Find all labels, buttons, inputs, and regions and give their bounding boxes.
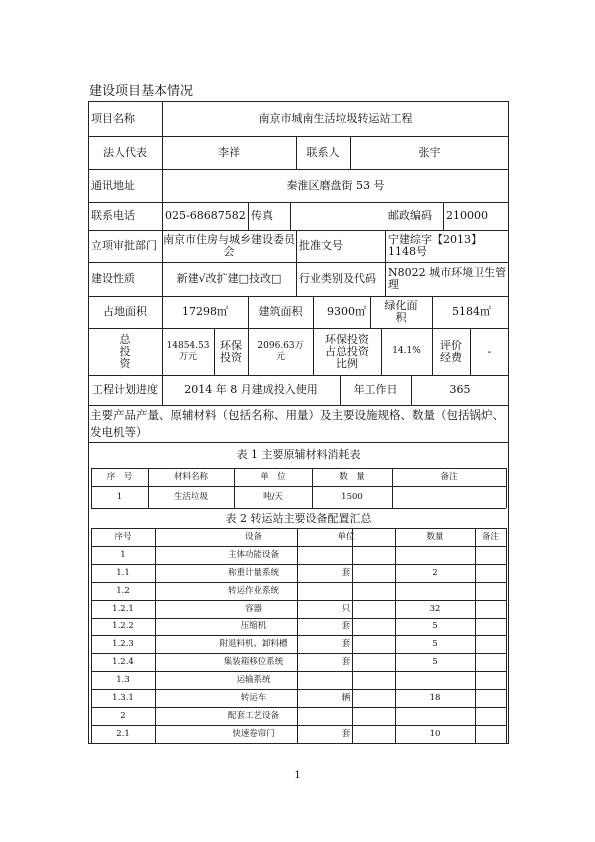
table2-cell: 5 (432, 657, 438, 668)
table2-cell (475, 689, 506, 707)
table2-cell: 10 (429, 728, 441, 739)
industry-value: N8022 城市环境卫生管理 (388, 266, 507, 291)
table2-cell: 1.2 (116, 585, 130, 596)
industry-label: 行业类别及代码 (299, 272, 376, 285)
row-divider (88, 442, 509, 443)
table2-cell: 转运车 (240, 693, 267, 704)
table2-cell: 称重计量系统 (227, 567, 279, 578)
eval-fee-label: 评价经费 (440, 338, 462, 364)
contact-label: 联系人 (306, 145, 340, 159)
table1-cell: 1 (116, 492, 123, 502)
postcode-value: 210000 (446, 209, 488, 222)
table2-cell (395, 582, 475, 600)
approval-dept-label: 立项审批部门 (91, 239, 157, 252)
table2-cell (475, 618, 506, 636)
address-value: 秦淮区磨盘街 53 号 (286, 178, 385, 192)
workdays-label: 年工作日 (353, 383, 398, 396)
nature-value: 新建√改扩建□技改□ (176, 272, 282, 285)
table2-cell (395, 671, 475, 689)
table2-cell: 1.2.3 (112, 639, 134, 650)
approval-dept-value: 南京市住房与城乡建设委员会 (163, 233, 295, 258)
table1-header-cell: 单 位 (260, 472, 286, 482)
table2-cell: 容器 (244, 603, 262, 614)
contact-value: 张宇 (418, 145, 441, 159)
build-area-label: 建筑面积 (258, 305, 303, 318)
table2-header-cell: 单位 (337, 531, 355, 542)
table2-cell (475, 707, 506, 725)
postcode-label: 邮政编码 (388, 209, 432, 222)
env-ratio-label: 环保投资占总投资比例 (325, 332, 369, 370)
env-ratio-value: 14.1% (392, 346, 421, 356)
nature-label: 建设性质 (91, 272, 135, 285)
env-invest-label: 环保投资 (220, 338, 242, 364)
table2-cell: 套 (341, 728, 351, 739)
table2-cell: 2.1 (116, 728, 130, 739)
table1-header-cell: 数 量 (339, 472, 365, 482)
total-invest-label: 总投资 (119, 332, 131, 370)
table2-cell: 1.1 (116, 567, 130, 578)
phone-value: 025-68687582 (165, 209, 246, 222)
table2-cell (395, 707, 475, 725)
fax-value (290, 202, 385, 230)
table2-cell: 只 (341, 603, 351, 614)
table1-header-cell: 序 号 (106, 472, 133, 482)
table1-cell: 1500 (341, 492, 363, 502)
approval-no-label: 批准文号 (299, 239, 343, 252)
env-invest-value: 2096.63万元 (257, 340, 304, 362)
table2-cell: 附退料机、卸料槽 (219, 639, 288, 650)
products-note: 主要产品产量、原辅材料（包括名称、用量）及主要设施规格、数量（包括锅炉、发电机等） (90, 407, 504, 439)
table2-cell (297, 546, 395, 564)
address-label: 通讯地址 (91, 178, 135, 192)
table2-cell (475, 653, 506, 671)
table2-cell: 1.2.1 (112, 603, 134, 614)
table2-cell (297, 582, 395, 600)
table2-border (506, 528, 507, 743)
table1-title: 表 1 主要原辅材料消耗表 (236, 448, 361, 461)
eval-fee-value: - (487, 344, 492, 358)
workdays-value: 365 (449, 383, 471, 396)
table2-cell: 1.2.2 (112, 621, 134, 632)
table2-cell: 18 (429, 693, 441, 704)
table1-border (506, 468, 507, 508)
approval-no-value: 宁建综字【2013】1148号 (388, 233, 482, 258)
table2-cell (395, 546, 475, 564)
legal-rep-label: 法人代表 (103, 145, 147, 159)
land-area-label: 占地面积 (103, 305, 147, 318)
table2-cell: 1.2.4 (112, 657, 134, 668)
table2-cell (475, 582, 506, 600)
table2-cell: 1.3.1 (112, 693, 134, 704)
table2-cell: 运输系统 (236, 675, 271, 686)
table2-cell (297, 707, 395, 725)
table2-cell: 1.3 (116, 675, 130, 686)
total-invest-value: 14854.53万元 (166, 340, 210, 362)
table1-header-cell: 备注 (440, 472, 458, 482)
green-area-label: 绿化面积 (384, 299, 418, 324)
project-name-label: 项目名称 (91, 111, 135, 125)
table2-cell (297, 671, 395, 689)
table2-cell: 主体功能设备 (227, 549, 279, 560)
table2-cell: 压缩机 (240, 621, 267, 632)
table2-title: 表 2 转运站主要设备配置汇总 (225, 511, 372, 525)
table2-cell: 5 (432, 639, 438, 650)
project-name-value: 南京市城南生活垃圾转运站工程 (258, 111, 413, 125)
table2-cell: 1 (120, 549, 126, 560)
table1-cell (392, 486, 506, 508)
table2-cell (475, 725, 506, 743)
page-number: 1 (294, 770, 301, 781)
phone-label: 联系电话 (91, 209, 135, 222)
table2-cell (475, 564, 506, 582)
green-area-value: 5184㎡ (452, 305, 491, 318)
table2-header-cell: 序号 (114, 531, 132, 542)
table2-header-cell: 数量 (426, 531, 444, 542)
table2-cell: 配套工艺设备 (227, 710, 279, 721)
schedule-value: 2014 年 8 月建成投入使用 (184, 383, 318, 396)
table2-cell: 套 (341, 567, 351, 578)
table2-header-cell: 设备 (244, 531, 262, 542)
table2-cell: 套 (341, 639, 351, 650)
table2-cell: 集装箱移位系统 (223, 657, 284, 668)
table2-border (91, 743, 506, 744)
table2-cell (475, 635, 506, 653)
table2-cell: 5 (432, 621, 438, 632)
land-area-value: 17298㎡ (182, 305, 228, 318)
table2-cell: 2 (432, 567, 438, 578)
table2-cell: 转运作业系统 (227, 585, 279, 596)
table2-cell: 2 (120, 710, 126, 721)
schedule-label: 工程计划进度 (92, 383, 158, 396)
legal-rep-value: 李祥 (218, 145, 240, 159)
table2-cell: 套 (341, 657, 351, 668)
section-title: 建设项目基本情况 (89, 84, 194, 99)
table2-cell: 快速卷帘门 (232, 728, 275, 739)
table2-header-cell: 备注 (481, 531, 499, 542)
table1-cell: 吨/天 (263, 492, 283, 502)
table2-cell: 32 (429, 603, 441, 614)
table1-cell: 生活垃圾 (173, 492, 208, 502)
table2-cell: 套 (341, 621, 351, 632)
table2-cell (475, 671, 506, 689)
table2-cell: 辆 (341, 693, 351, 704)
table1-header-cell: 材料名称 (173, 472, 208, 482)
table2-cell (475, 546, 506, 564)
build-area-value: 9300㎡ (327, 305, 366, 318)
fax-label: 传真 (251, 209, 273, 222)
table2-cell (475, 600, 506, 618)
